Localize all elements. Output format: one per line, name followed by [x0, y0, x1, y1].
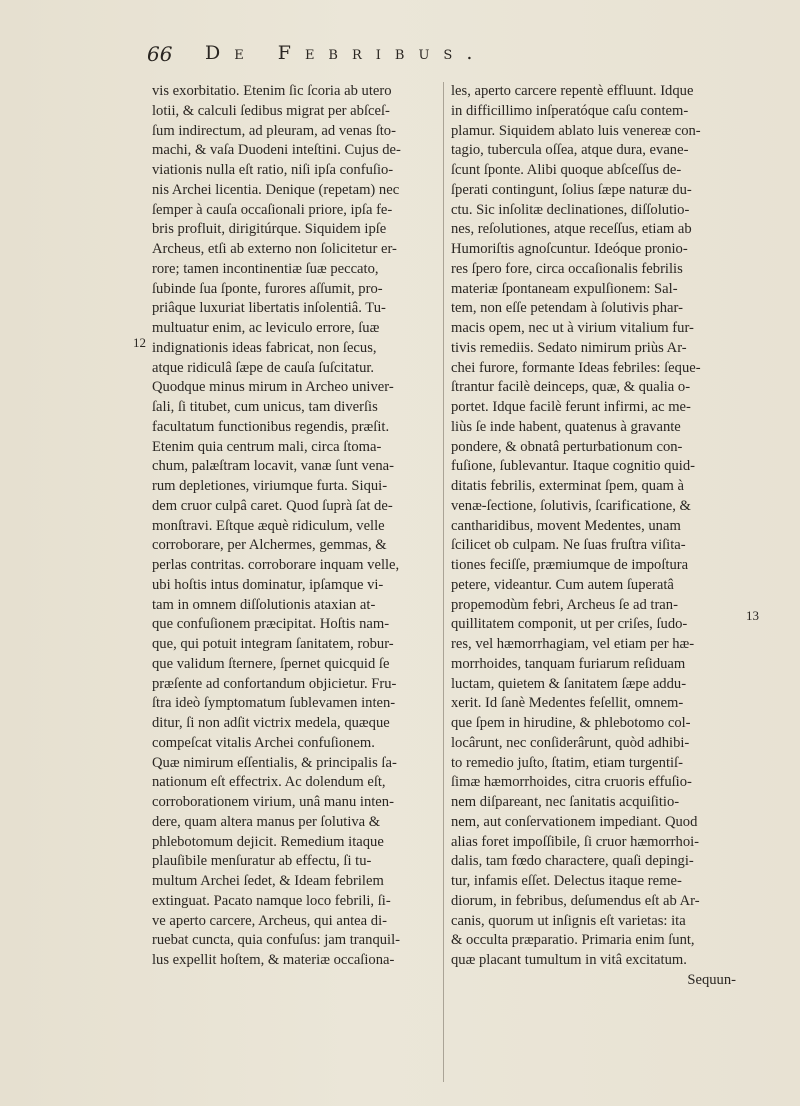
text-line: extinguat. Pacato namque loco febrili, ſi- — [152, 892, 391, 909]
text-line: viationis nulla eſt ratio, niſi ipſa confuſio- — [152, 162, 394, 178]
text-line: Quodque minus mirum in Archeo univer- — [152, 379, 394, 396]
text-line: rore; tamen incontinentiæ ſuæ peccato, — [152, 260, 379, 277]
right-text-column — [451, 82, 742, 991]
text-line: multuatur enim, ac leviculo errore, ſuæ — [152, 320, 380, 336]
text-line: ſum indirectum, ad pleuram, ad venas ſto- — [152, 122, 396, 139]
text-line: nationum eſt effectrix. Ac dolendum eſt, — [152, 774, 386, 791]
text-line: Humoriſtis agnoſcuntur. Ideóque pronio- — [451, 241, 688, 257]
text-line: propemodùm febri, Archeus ſe ad tran- — [451, 596, 678, 613]
text-line: ſperati contingunt, ſolius ſæpe naturæ du- — [451, 181, 692, 198]
text-line: ſali, ſi titubet, cum unicus, tam diverſis — [152, 399, 378, 415]
text-line: ſimæ hæmorrhoides, citra cruoris effuſio- — [451, 774, 692, 791]
column-divider — [443, 82, 444, 1082]
page-number: 66 — [147, 42, 173, 66]
text-line: tagio, tubercula oſſea, atque dura, evane- — [451, 142, 689, 159]
text-line: que validum ſternere, ſpernet quicquid ſe — [152, 655, 390, 672]
text-line: dem cruor culpâ caret. Quod ſuprà ſat de- — [152, 497, 393, 514]
text-line: que confuſionem præcipitat. Hoſtis nam- — [152, 616, 390, 633]
text-line: nem, aut conſervationem impediant. Quod — [451, 813, 698, 830]
text-line: atque ridiculâ ſæpe de cauſa ſuſcitatur. — [152, 359, 375, 376]
text-line: compeſcat vitalis Archei confuſionem. — [152, 734, 375, 751]
text-line: Archeus, etſi ab externo non ſolicitetur er- — [152, 241, 397, 257]
text-line: machi, & vaſa Duodeni inteſtini. Cujus de- — [152, 142, 401, 159]
text-line: portet. Idque facilè ferunt infirmi, ac me- — [451, 399, 691, 415]
text-line: cantharidibus, movent Medentes, unam — [451, 517, 681, 534]
text-line: venæ-ſectione, ſolutivis, ſcarificatione, & — [451, 497, 691, 514]
text-line: chum, palæſtram locavit, vanæ ſunt vena- — [152, 458, 394, 475]
text-line: nis Archei licentia. Denique (repetam) nec — [152, 181, 400, 198]
paragraph-number-right: 13 — [746, 608, 759, 623]
text-line: locârunt, nec conſiderârunt, quòd adhibi- — [451, 734, 690, 751]
text-line: ditur, ſi non adſit victrix medela, quæque — [152, 715, 390, 731]
text-line: tam in omnem diſſolutionis ataxian at- — [152, 596, 376, 613]
text-line: ſtrantur facilè deinceps, quæ, & qualia o- — [451, 379, 691, 396]
text-line: liùs ſe inde habent, quatenus à gravante — [451, 418, 681, 435]
text-line: ubi hoſtis intus dominatur, ipſamque vi- — [152, 576, 384, 593]
text-line: ditatis febrilis, exterminat ſpem, quam à — [451, 478, 685, 494]
text-line: quæ placant tumultum in vitâ excitatum. — [451, 952, 687, 968]
text-line: nes, reſolutiones, atque receſſus, etiam ab — [451, 221, 692, 238]
text-line: tivis remediis. Sedato nimirum priùs Ar- — [451, 339, 687, 356]
text-line: diorum, in febribus, deſumendus eſt ab Ar- — [451, 892, 700, 909]
text-line: vis exorbitatio. Etenim ſic ſcoria ab utero — [152, 83, 392, 99]
text-line: que ſpem in hirudine, & phlebotomo col- — [451, 715, 691, 731]
text-line: & occulta præparatio. Primaria enim ſunt, — [451, 932, 695, 949]
text-line: monſtravi. Eſtque æquè ridiculum, velle — [152, 517, 385, 534]
text-line: Quæ nimirum eſſentialis, & principalis ſa- — [152, 754, 397, 771]
text-line: nem diſpareant, nec ſanitatis acquiſitio- — [451, 794, 680, 810]
text-line: ſubinde ſua ſponte, furores aſſumit, pro- — [152, 280, 383, 297]
text-line: facultatum functionibus regendis, præſit. — [152, 418, 390, 435]
text-line: alias foret impoſſibile, ſi cruor hæmorrhoi- — [451, 833, 700, 850]
text-line: lotii, & calculi ſedibus migrat per abſceſ- — [152, 102, 390, 119]
text-line: dalis, tam fœdo charactere, quaſi depingi- — [451, 853, 694, 870]
text-line: to remedio juſto, ſtatim, etiam turgentiſ- — [451, 754, 683, 771]
text-line: tiones feciſſe, præmiumque de impoſtura — [451, 557, 689, 573]
text-line: canis, quorum ut inſignis eſt varietas: ita — [451, 912, 686, 929]
text-line: morrhoides, tanquam furiarum reſiduam — [451, 655, 686, 672]
text-line: corroborare, per Alchermes, gemmas, & — [152, 537, 387, 554]
text-line: dere, quam altera manus per ſolutiva & — [152, 813, 381, 830]
text-line: res, vel hæmorrhagiam, vel etiam per hæ- — [451, 636, 695, 652]
text-line: les, aperto carcere repentè effluunt. Idque — [451, 83, 694, 99]
text-line: tur, infamis eſſet. Delectus itaque reme- — [451, 873, 682, 889]
text-line: macis opem, nec ut à virium vitalium fur- — [451, 320, 694, 336]
paragraph-number-left: 12 — [133, 335, 146, 350]
page-header — [0, 42, 800, 72]
text-line: ruebat cuncta, quia confuſus: jam tranquil- — [152, 932, 401, 949]
text-line: multum Archei ſedet, & Ideam febrilem — [152, 873, 384, 889]
text-line: rum depletiones, viriumque furta. Siqui- — [152, 478, 388, 494]
text-line: lus expellit hoſtem, & materiæ occaſiona- — [152, 952, 395, 968]
text-line: ſemper à cauſa occaſionali priore, ipſa fe- — [152, 201, 393, 218]
text-line: ctu. Sic inſolitæ declinationes, diſſolutio- — [451, 201, 690, 218]
text-line: in difficillimo inſperatóque caſu contem- — [451, 102, 689, 119]
text-line: phlebotomum dejicit. Remedium itaque — [152, 833, 384, 850]
text-line: ſtra ideò ſymptomatum ſublevamen inten- — [152, 695, 396, 712]
text-line: materiæ ſpontaneam expulſionem: Sal- — [451, 280, 678, 297]
text-line: plauſibile menſuratur ab effectu, ſi tu- — [152, 853, 372, 870]
text-line: luctam, quietem & ſanitatem ſæpe addu- — [451, 675, 687, 692]
text-line: plamur. Siquidem ablato luis venereæ con- — [451, 122, 701, 139]
text-line: quillitatem componit, ut per criſes, ſudo- — [451, 616, 688, 633]
running-title: De Febribus. — [205, 42, 487, 64]
text-line: que, qui potuit integram ſanitatem, robur- — [152, 636, 394, 652]
text-line: tem, non eſſe petendam à ſolutivis phar- — [451, 300, 683, 317]
text-line: pondere, & obnatâ perturbationum con- — [451, 438, 683, 455]
text-line: præſente ad confortandum objicietur. Fru- — [152, 675, 397, 692]
text-line: ſcunt ſponte. Alibi quoque abſceſſus de- — [451, 162, 682, 178]
text-line: ſcilicet ob culpam. Ne ſuas fruſtra viſita- — [451, 537, 686, 554]
text-line: chei furore, formante Ideas febriles: ſeque- — [451, 359, 701, 376]
text-line: priâque luxuriat libertatis inſolentiâ. Tu- — [152, 300, 386, 317]
text-line: indignationis ideas fabricat, non ſecus, — [152, 339, 377, 356]
text-line: bris profluit, dirigitúrque. Siquidem ipſe — [152, 221, 387, 238]
text-line: petere, videantur. Cum autem ſuperatâ — [451, 576, 674, 593]
text-line: perlas contritas. corroborare inquam velle, — [152, 557, 400, 573]
catchword: Sequun- — [687, 971, 736, 988]
text-line: Etenim quia centrum mali, circa ſtoma- — [152, 438, 382, 455]
text-line: res ſpero fore, circa occaſionalis febrilis — [451, 260, 683, 277]
text-line: corroborationem virium, unâ manu inten- — [152, 794, 394, 810]
text-line: xerit. Id ſanè Medentes feſellit, omnem- — [451, 695, 684, 712]
text-line: ve aperto carcere, Archeus, qui antea di- — [152, 912, 387, 929]
text-line: fuſione, ſublevantur. Itaque cognitio quid- — [451, 458, 695, 475]
left-text-column — [152, 82, 438, 971]
